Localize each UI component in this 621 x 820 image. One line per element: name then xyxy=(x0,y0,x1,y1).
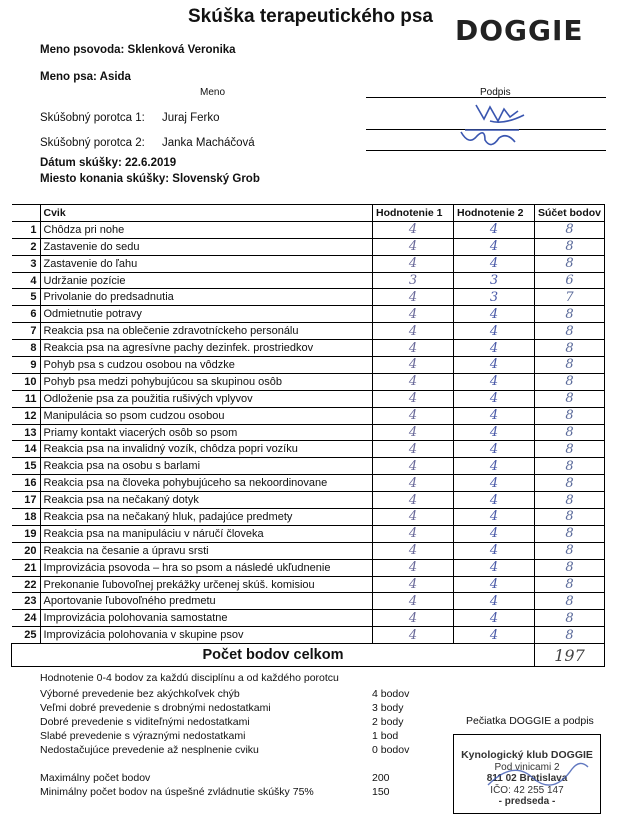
table-row xyxy=(12,390,605,407)
row-number: 8 xyxy=(12,340,41,357)
sum-cell: 8 xyxy=(534,525,604,542)
total-label: Počet bodov celkom xyxy=(12,644,535,667)
exercise-name: Prekonanie ľubovoľnej prekážky určenej skúš. komisiou xyxy=(40,576,372,593)
table-row xyxy=(12,458,605,475)
min-points-label: Minimálny počet bodov na úspešné zvládnutie skúšky 75% xyxy=(40,786,314,798)
row-number: 7 xyxy=(12,323,41,340)
table-header-sum: Súčet bodov xyxy=(534,205,604,222)
score2-cell: 4 xyxy=(453,593,534,610)
signature-line-2 xyxy=(366,150,606,151)
sum-cell: 8 xyxy=(534,424,604,441)
score1-cell: 3 xyxy=(372,272,453,289)
exercise-name: Privolanie do predsadnutia xyxy=(40,289,372,306)
table-row xyxy=(12,525,605,542)
table-row xyxy=(12,357,605,374)
exercise-name: Reakcia psa na oblečenie zdravotníckeho personálu xyxy=(40,323,372,340)
exercise-name: Reakcia psa na osobu s barlami xyxy=(40,458,372,475)
sum-cell: 8 xyxy=(534,492,604,509)
exam-place: Miesto konania skúšky: Slovenský Grob xyxy=(40,173,260,185)
examiner1-name: Juraj Ferko xyxy=(162,112,220,124)
row-number: 9 xyxy=(12,357,41,374)
sum-cell: 8 xyxy=(534,576,604,593)
sum-cell: 8 xyxy=(534,306,604,323)
row-number: 25 xyxy=(12,627,41,644)
table-row xyxy=(12,576,605,593)
exercise-name: Improvizácia polohovania v skupine psov xyxy=(40,627,372,644)
exercise-name: Udržanie pozície xyxy=(40,272,372,289)
score1-cell: 4 xyxy=(372,576,453,593)
table-header-score1: Hodnotenie 1 xyxy=(372,205,453,222)
dog-name: Meno psa: Asida xyxy=(40,71,131,83)
sum-cell: 8 xyxy=(534,390,604,407)
score2-cell: 4 xyxy=(453,340,534,357)
table-row xyxy=(12,509,605,526)
score1-cell: 4 xyxy=(372,373,453,390)
table-row xyxy=(12,593,605,610)
exercise-name: Improvizácia polohovania samostatne xyxy=(40,610,372,627)
score2-cell: 4 xyxy=(453,424,534,441)
min-points-value: 150 xyxy=(372,786,390,798)
score1-cell: 4 xyxy=(372,492,453,509)
table-row xyxy=(12,323,605,340)
exercise-name: Reakcia psa na agresívne pachy dezinfek. prostriedkov xyxy=(40,340,372,357)
row-number: 4 xyxy=(12,272,41,289)
table-header-score2: Hodnotenie 2 xyxy=(453,205,534,222)
exercise-name: Reakcia psa na nečakaný dotyk xyxy=(40,492,372,509)
exercise-name: Zastavenie do sedu xyxy=(40,238,372,255)
legend-item-value: 4 bodov xyxy=(372,688,410,700)
score1-cell: 4 xyxy=(372,458,453,475)
table-row xyxy=(12,340,605,357)
score1-cell: 4 xyxy=(372,559,453,576)
score2-cell: 4 xyxy=(453,390,534,407)
score1-cell: 4 xyxy=(372,221,453,238)
row-number: 24 xyxy=(12,610,41,627)
stamp-box xyxy=(453,734,601,814)
table-row xyxy=(12,475,605,492)
legend-intro: Hodnotenie 0-4 bodov za každú disciplínu a od každého porotcu xyxy=(40,672,339,684)
row-number: 19 xyxy=(12,525,41,542)
exercise-name: Odmietnutie potravy xyxy=(40,306,372,323)
legend-item: Dobré prevedenie s viditeľnými nedostatkami xyxy=(40,716,250,728)
sum-cell: 8 xyxy=(534,238,604,255)
row-number: 18 xyxy=(12,509,41,526)
exercise-name: Reakcia psa na človeka pohybujúceho sa nekoordinovane xyxy=(40,475,372,492)
scores-table xyxy=(11,204,605,667)
table-row xyxy=(12,542,605,559)
score2-cell: 4 xyxy=(453,559,534,576)
total-value: 197 xyxy=(534,644,604,667)
row-number: 23 xyxy=(12,593,41,610)
score2-cell: 4 xyxy=(453,610,534,627)
exercise-name: Improvizácia psovoda – hra so psom a následé ukľudnenie xyxy=(40,559,372,576)
sum-cell: 8 xyxy=(534,458,604,475)
sum-cell: 8 xyxy=(534,407,604,424)
exercise-name: Zastavenie do ľahu xyxy=(40,255,372,272)
table-row xyxy=(12,627,605,644)
score2-cell: 4 xyxy=(453,357,534,374)
doggie-logo xyxy=(455,14,584,47)
logo-text: DOGGIE xyxy=(455,14,584,47)
table-row xyxy=(12,272,605,289)
score1-cell: 4 xyxy=(372,357,453,374)
handler-name: Meno psovoda: Sklenková Veronika xyxy=(40,44,236,56)
stamp-street: Pod vinicami 2 xyxy=(494,762,560,773)
stamp-role: - predseda - xyxy=(498,796,556,807)
score1-cell: 4 xyxy=(372,627,453,644)
exercise-name: Priamy kontakt viacerých osôb so psom xyxy=(40,424,372,441)
score2-cell: 4 xyxy=(453,255,534,272)
score1-cell: 4 xyxy=(372,509,453,526)
row-number: 13 xyxy=(12,424,41,441)
sum-cell: 7 xyxy=(534,289,604,306)
score2-cell: 4 xyxy=(453,458,534,475)
exercise-name: Pohyb psa s cudzou osobou na vôdzke xyxy=(40,357,372,374)
table-row xyxy=(12,238,605,255)
table-row xyxy=(12,559,605,576)
score1-cell: 4 xyxy=(372,424,453,441)
score2-cell: 4 xyxy=(453,407,534,424)
legend-item-value: 1 bod xyxy=(372,730,399,742)
exercise-name: Pohyb psa medzi pohybujúcou sa skupinou osôb xyxy=(40,373,372,390)
legend-item: Výborné prevedenie bez akýchkoľvek chýb xyxy=(40,688,240,700)
row-number: 14 xyxy=(12,441,41,458)
legend-item: Veľmi dobré prevedenie s drobnými nedostatkami xyxy=(40,702,271,714)
score2-cell: 4 xyxy=(453,221,534,238)
table-row xyxy=(12,441,605,458)
score2-cell: 4 xyxy=(453,509,534,526)
score2-cell: 4 xyxy=(453,238,534,255)
table-row xyxy=(12,610,605,627)
score2-cell: 4 xyxy=(453,542,534,559)
score2-cell: 4 xyxy=(453,475,534,492)
sum-cell: 8 xyxy=(534,593,604,610)
exercise-name: Chôdza pri nohe xyxy=(40,221,372,238)
exercise-name: Reakcia psa na nečakaný hluk, padajúce predmety xyxy=(40,509,372,526)
stamp-city: 811 02 Bratislava xyxy=(486,773,568,784)
table-row xyxy=(12,424,605,441)
table-header-number xyxy=(12,205,41,222)
stamp-caption: Pečiatka DOGGIE a podpis xyxy=(466,715,594,727)
legend-item: Slabé prevedenie s výraznými nedostatkami xyxy=(40,730,246,742)
score1-cell: 4 xyxy=(372,475,453,492)
sum-cell: 8 xyxy=(534,559,604,576)
row-number: 2 xyxy=(12,238,41,255)
score1-cell: 4 xyxy=(372,323,453,340)
score1-cell: 4 xyxy=(372,289,453,306)
exercise-name: Manipulácia so psom cudzou osobou xyxy=(40,407,372,424)
row-number: 3 xyxy=(12,255,41,272)
table-row xyxy=(12,221,605,238)
column-name-header: Meno xyxy=(200,87,226,98)
score2-cell: 4 xyxy=(453,576,534,593)
table-row xyxy=(12,306,605,323)
stamp-signature xyxy=(484,749,594,799)
sum-cell: 8 xyxy=(534,221,604,238)
exercise-name: Aportovanie ľubovoľného predmetu xyxy=(40,593,372,610)
table-row xyxy=(12,492,605,509)
sum-cell: 8 xyxy=(534,441,604,458)
score1-cell: 4 xyxy=(372,238,453,255)
stamp-ico: IČO: 42 255 147 xyxy=(490,785,564,796)
exercise-name: Reakcia na česanie a úpravu srsti xyxy=(40,542,372,559)
score1-cell: 4 xyxy=(372,542,453,559)
exercise-name: Reakcia psa na invalidný vozík, chôdza popri vozíku xyxy=(40,441,372,458)
max-points-label: Maximálny počet bodov xyxy=(40,772,151,784)
table-header-exercise: Cvik xyxy=(40,205,372,222)
score1-cell: 4 xyxy=(372,525,453,542)
legend-item-value: 2 body xyxy=(372,716,404,728)
sum-cell: 8 xyxy=(534,509,604,526)
table-header-row xyxy=(12,205,605,222)
row-number: 21 xyxy=(12,559,41,576)
examiner2-name: Janka Macháčová xyxy=(162,137,255,149)
row-number: 15 xyxy=(12,458,41,475)
table-row xyxy=(12,373,605,390)
stamp-club: Kynologický klub DOGGIE xyxy=(461,749,593,761)
score2-cell: 4 xyxy=(453,306,534,323)
row-number: 11 xyxy=(12,390,41,407)
row-number: 12 xyxy=(12,407,41,424)
table-row xyxy=(12,255,605,272)
exam-date: Dátum skúšky: 22.6.2019 xyxy=(40,157,177,169)
row-number: 6 xyxy=(12,306,41,323)
score1-cell: 4 xyxy=(372,255,453,272)
column-signature-header: Podpis xyxy=(480,87,511,98)
sum-cell: 8 xyxy=(534,542,604,559)
row-number: 20 xyxy=(12,542,41,559)
exercise-name: Reakcia psa na manipuláciu v náručí človeka xyxy=(40,525,372,542)
score2-cell: 4 xyxy=(453,525,534,542)
legend-item: Nedostačujúce prevedenie až nesplnenie cviku xyxy=(40,744,259,756)
max-points-value: 200 xyxy=(372,772,390,784)
examiner1-label: Skúšobný porotca 1: xyxy=(40,112,145,124)
score1-cell: 4 xyxy=(372,390,453,407)
row-number: 10 xyxy=(12,373,41,390)
score2-cell: 4 xyxy=(453,323,534,340)
score1-cell: 4 xyxy=(372,306,453,323)
sum-cell: 8 xyxy=(534,610,604,627)
score1-cell: 4 xyxy=(372,593,453,610)
sum-cell: 8 xyxy=(534,627,604,644)
examiner2-label: Skúšobný porotca 2: xyxy=(40,137,145,149)
sum-cell: 8 xyxy=(534,475,604,492)
score1-cell: 4 xyxy=(372,610,453,627)
table-row xyxy=(12,407,605,424)
row-number: 17 xyxy=(12,492,41,509)
score2-cell: 3 xyxy=(453,289,534,306)
sum-cell: 8 xyxy=(534,255,604,272)
legend-item-value: 3 body xyxy=(372,702,404,714)
page-title: Skúška terapeutického psa xyxy=(188,6,433,27)
row-number: 5 xyxy=(12,289,41,306)
score1-cell: 4 xyxy=(372,340,453,357)
score1-cell: 4 xyxy=(372,441,453,458)
score2-cell: 4 xyxy=(453,627,534,644)
sum-cell: 8 xyxy=(534,357,604,374)
score2-cell: 4 xyxy=(453,373,534,390)
score2-cell: 4 xyxy=(453,441,534,458)
score2-cell: 4 xyxy=(453,492,534,509)
table-row xyxy=(12,289,605,306)
score2-cell: 3 xyxy=(453,272,534,289)
sum-cell: 8 xyxy=(534,323,604,340)
row-number: 1 xyxy=(12,221,41,238)
exercise-name: Odloženie psa za použitia rušivých vplyvov xyxy=(40,390,372,407)
total-row xyxy=(12,644,605,667)
sum-cell: 8 xyxy=(534,373,604,390)
sum-cell: 6 xyxy=(534,272,604,289)
row-number: 16 xyxy=(12,475,41,492)
sum-cell: 8 xyxy=(534,340,604,357)
signature-line-top xyxy=(366,97,606,98)
legend-item-value: 0 bodov xyxy=(372,744,410,756)
score1-cell: 4 xyxy=(372,407,453,424)
row-number: 22 xyxy=(12,576,41,593)
